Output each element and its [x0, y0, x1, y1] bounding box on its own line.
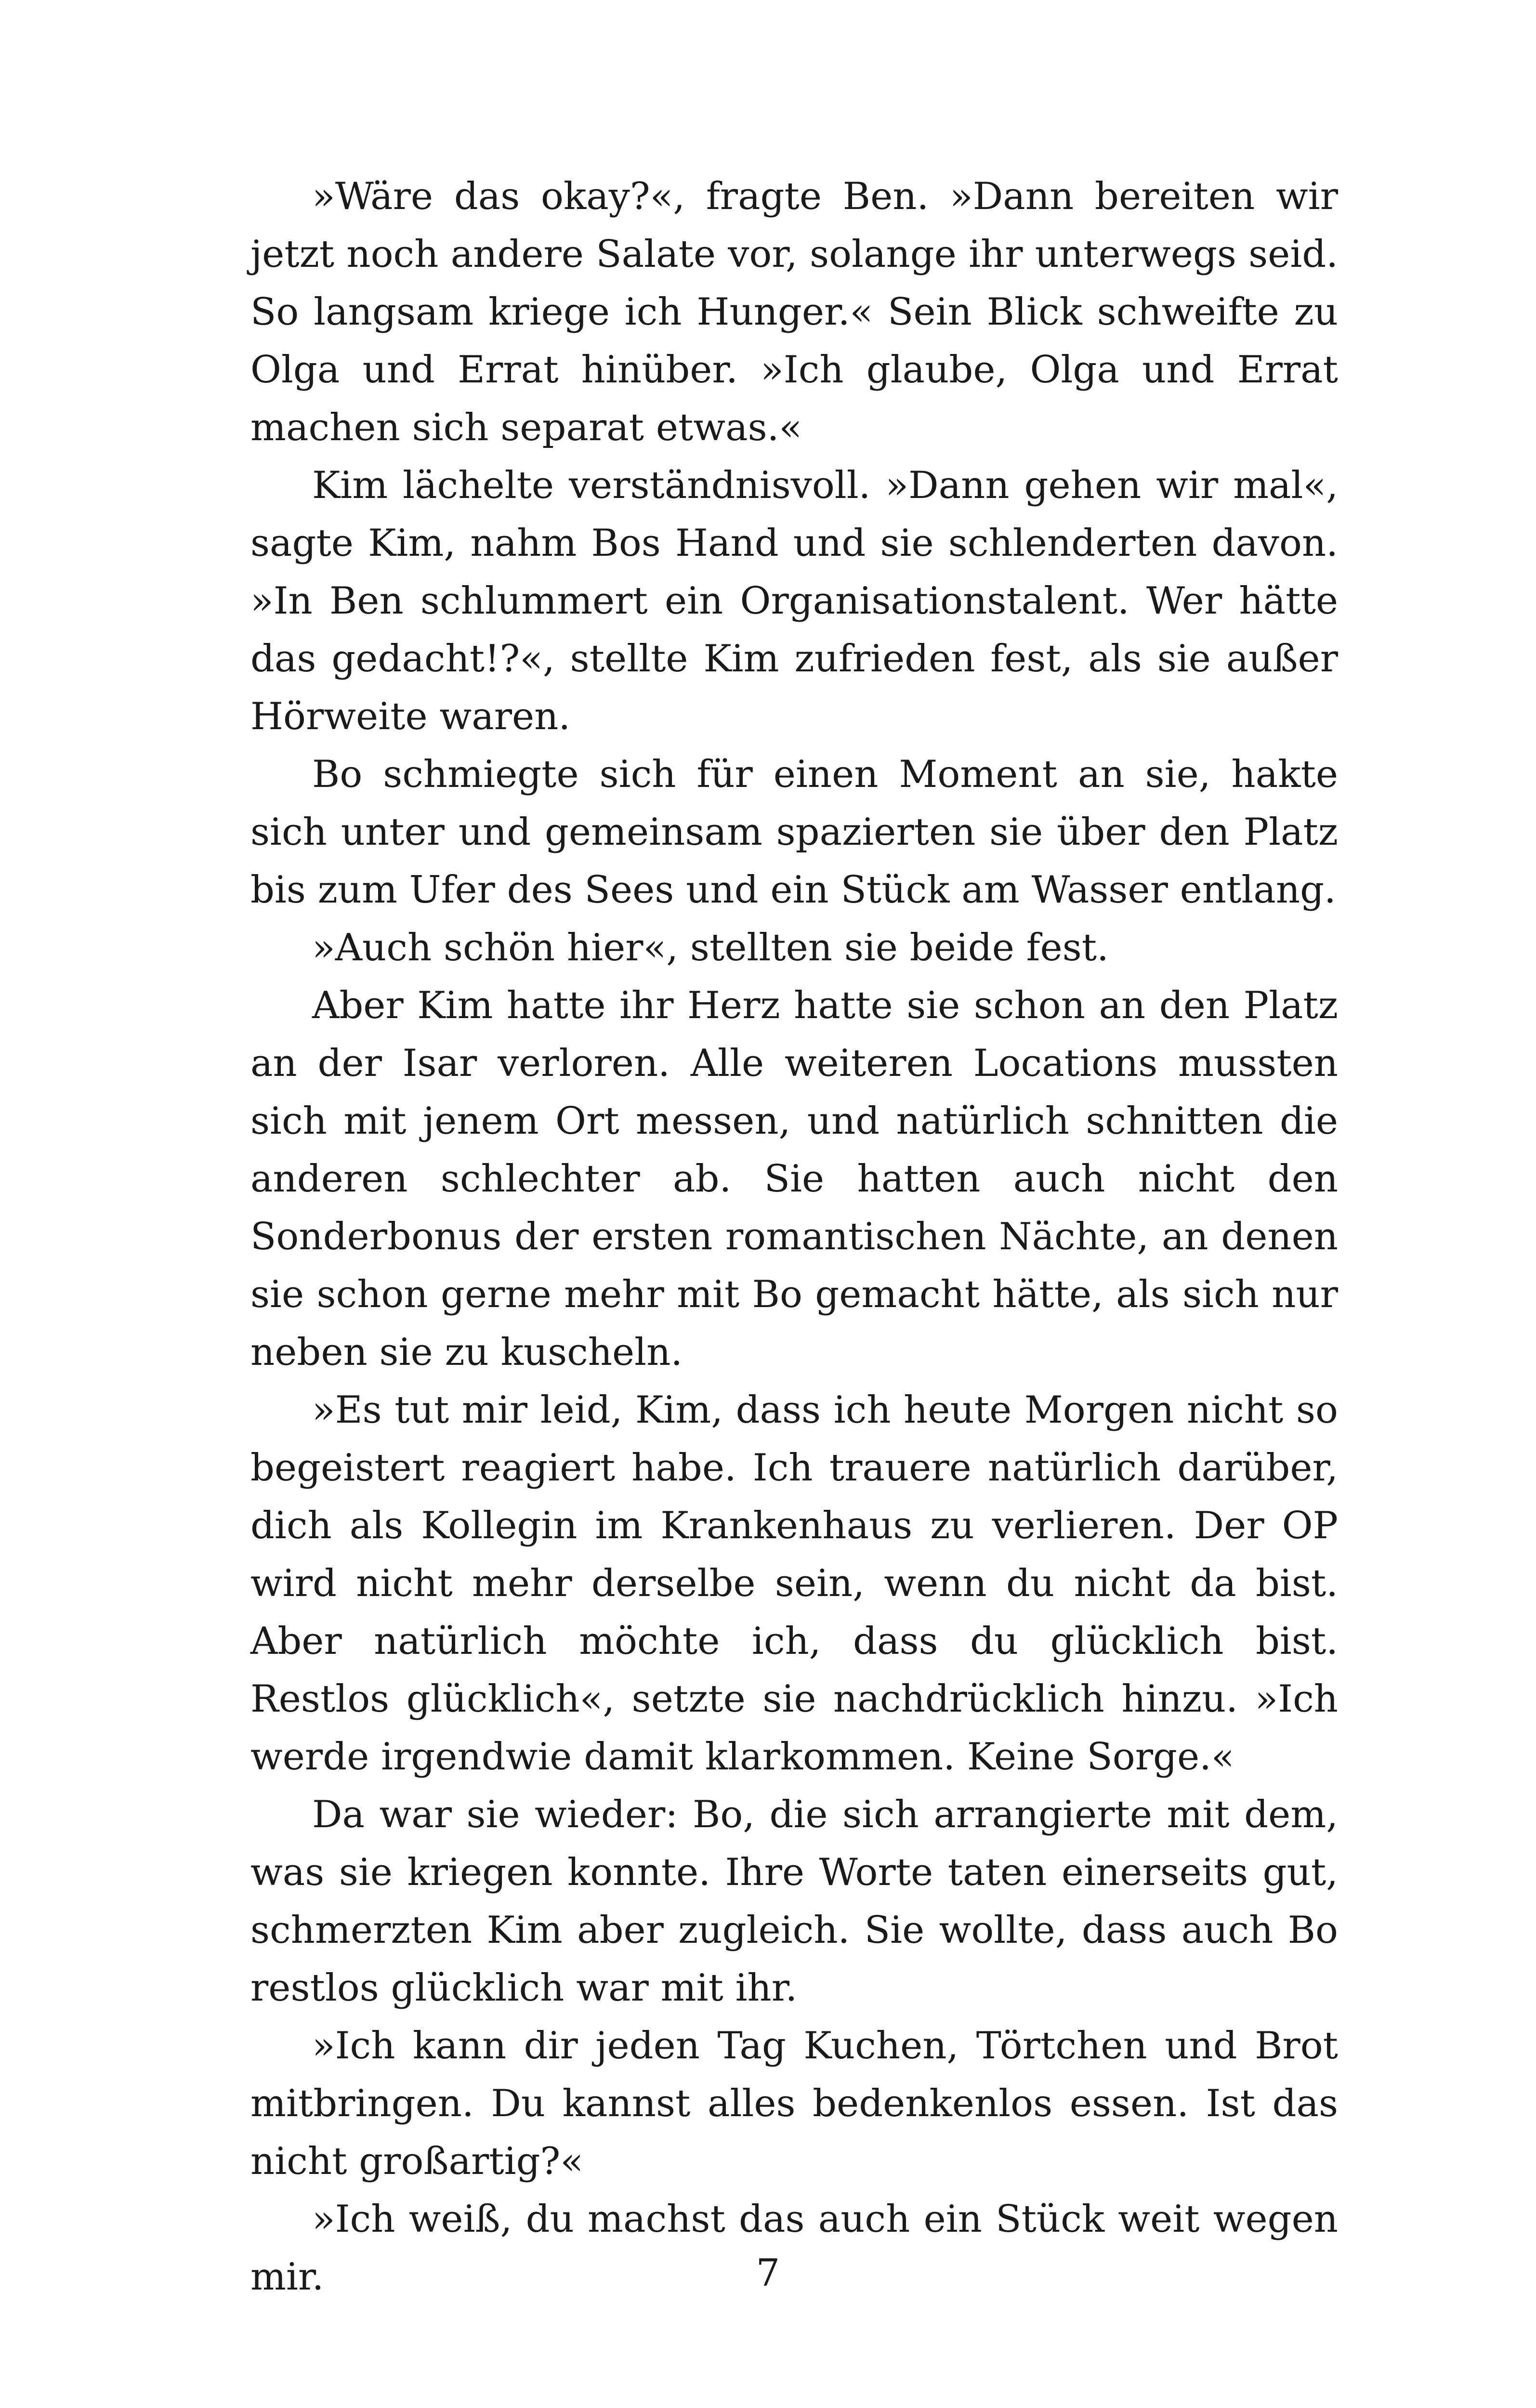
paragraph: »Wäre das okay?«, fragte Ben. »Dann bereiten wir jetzt noch andere Salate vor, solange ihr unterwegs seid. So langsam kriege ich Hunger.« Sein Blick schweifte zu Olga und Errat hinüber. »Ich glaube, Olga und Errat machen sich separat etwas.« — [250, 175, 1338, 449]
paragraph: Bo schmiegte sich für einen Moment an sie, hakte sich unter und gemeinsam spazierten sie über den Platz bis zum Ufer des Sees und ein Stück am Wasser entlang. — [250, 753, 1338, 912]
body-text — [250, 168, 1338, 2306]
paragraph: »Auch schön hier«, stellten sie beide fest. — [312, 926, 1109, 969]
paragraph: »Ich kann dir jeden Tag Kuchen, Törtchen und Brot mitbringen. Du kannst alles bedenkenlos essen. Ist das nicht großartig?« — [250, 2024, 1338, 2183]
paragraph: Kim lächelte verständnisvoll. »Dann gehen wir mal«, sagte Kim, nahm Bos Hand und sie schlenderten davon. »In Ben schlummert ein Organisationstalent. Wer hätte das gedacht!?«, stellte Kim zufrieden fest, als sie außer Hörweite waren. — [250, 464, 1338, 738]
paragraph: Da war sie wieder: Bo, die sich arrangierte mit dem, was sie kriegen konnte. Ihre Worte taten einerseits gut, schmerzten Kim aber zugleich. Sie wollte, dass auch Bo restlos glücklich war mit ihr. — [250, 1793, 1338, 2010]
paragraph: »Ich weiß, du machst das auch ein Stück weit wegen mir. — [250, 2198, 1338, 2299]
paragraph: Aber Kim hatte ihr Herz hatte sie schon an den Platz an der Isar verloren. Alle weiteren Locations mussten sich mit jenem Ort messen, und natürlich schnitten die anderen schlechter ab. Sie hatten auch nicht den Sonderbonus der ersten romantischen Nächte, an denen sie schon gerne mehr mit Bo gemacht hätte, als sich nur neben sie zu kuscheln. — [250, 984, 1338, 1374]
paragraph: »Es tut mir leid, Kim, dass ich heute Morgen nicht so begeistert reagiert habe. Ich trauere natürlich darüber, dich als Kollegin im Krankenhaus zu verlieren. Der OP wird nicht mehr derselbe sein, wenn du nicht da bist. Aber natürlich möchte ich, dass du glücklich bist. Restlos glücklich«, setzte sie nachdrücklich hinzu. »Ich werde irgendwie damit klarkommen. Keine Sorge.« — [250, 1388, 1338, 1779]
page-number: 7 — [756, 2251, 780, 2295]
